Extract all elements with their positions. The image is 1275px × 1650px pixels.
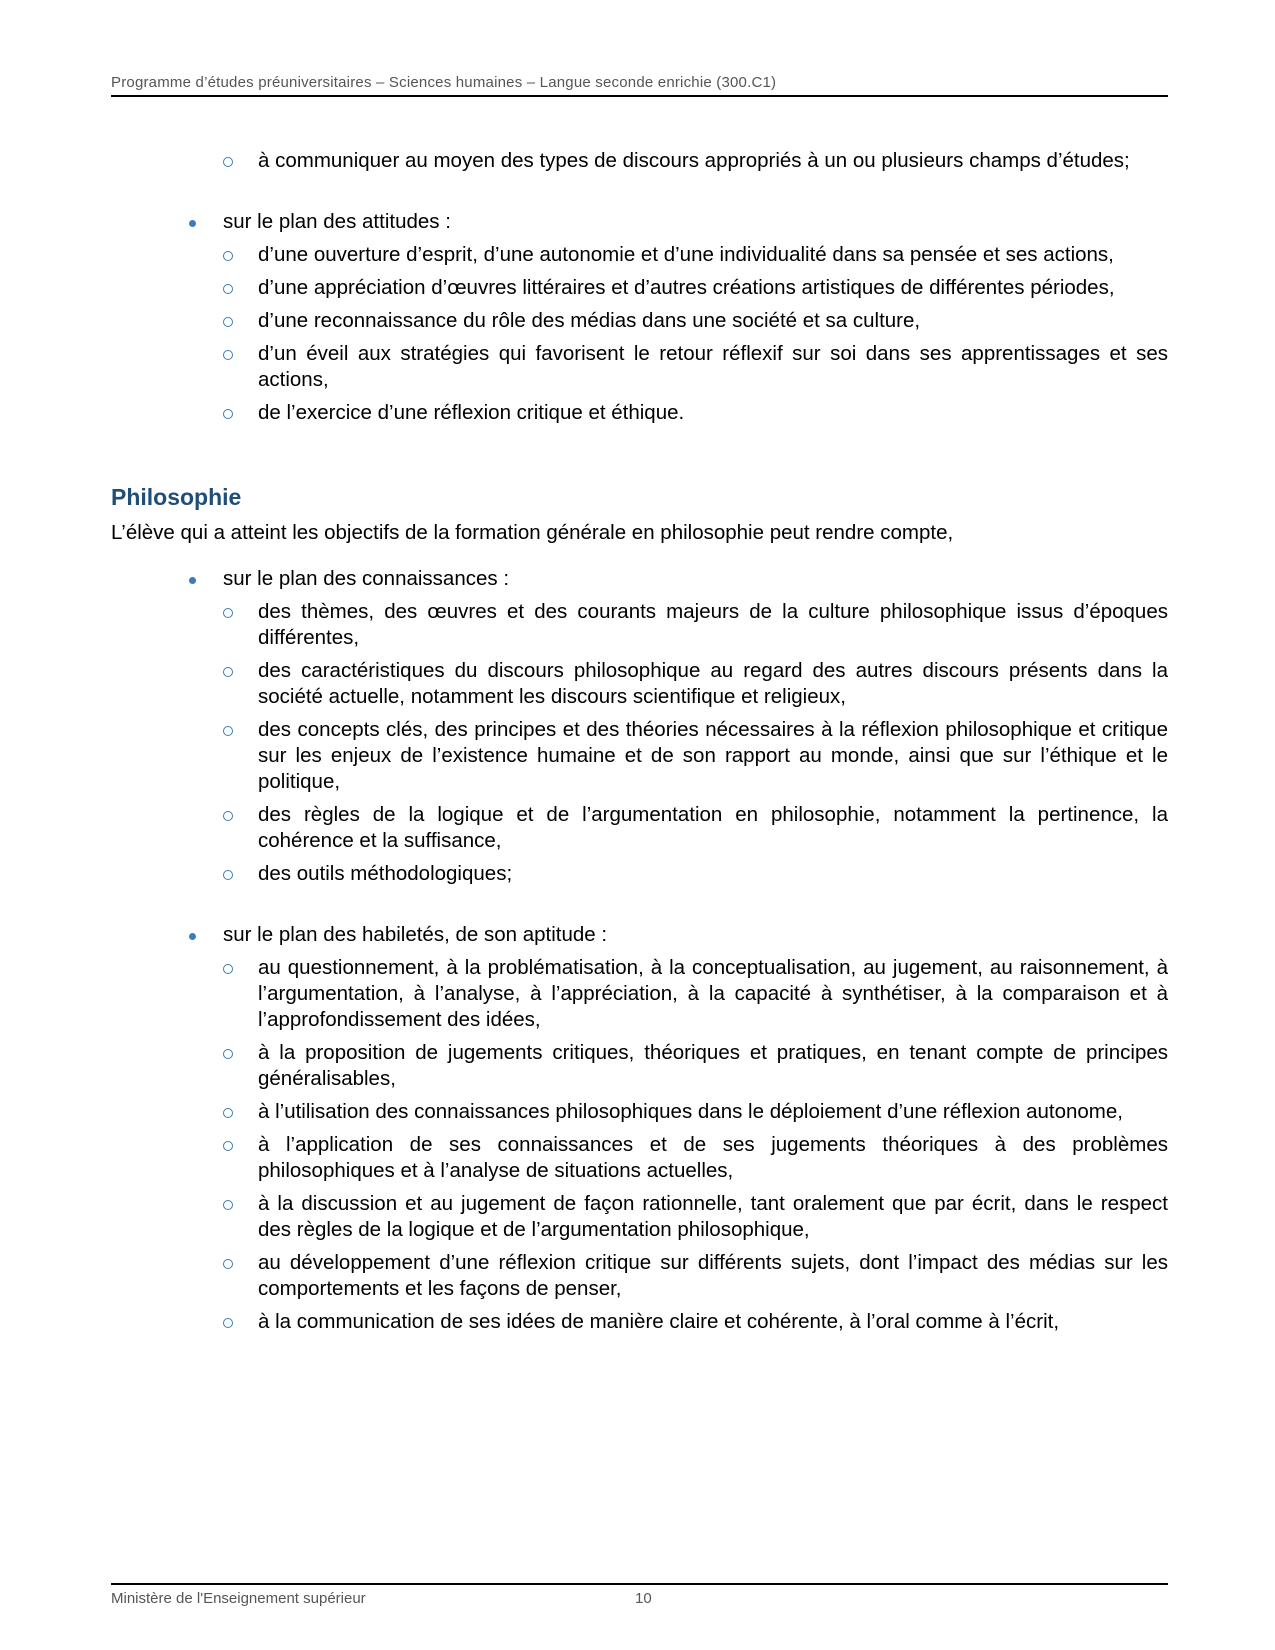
list-item bbox=[223, 1250, 1168, 1302]
connaissances-list bbox=[111, 566, 1168, 887]
habiletes-label: sur le plan des habiletés, de son aptitude : bbox=[223, 923, 608, 946]
hollow-bullet-icon bbox=[223, 1200, 233, 1210]
hollow-bullet-icon bbox=[223, 251, 233, 261]
hollow-bullet-icon bbox=[223, 157, 233, 167]
list-item-text: à l’application de ses connaissances et de ses jugements théoriques à des problèmes philosophiques et à l’analyse de situations actuelles, bbox=[258, 1133, 1168, 1182]
list-item bbox=[223, 1040, 1168, 1092]
list-item bbox=[223, 308, 1168, 334]
list-item bbox=[223, 802, 1168, 854]
list-item-text: à l’utilisation des connaissances philosophiques dans le déploiement d’une réflexion autonome, bbox=[258, 1100, 1123, 1123]
spacer bbox=[111, 894, 1168, 922]
hollow-bullet-icon bbox=[223, 409, 233, 419]
list-item-text: à la discussion et au jugement de façon rationnelle, tant oralement que par écrit, dans le respect des règles de la logique et de l’argumentation philosophique, bbox=[258, 1192, 1168, 1241]
hollow-bullet-icon bbox=[223, 870, 233, 880]
hollow-bullet-icon bbox=[223, 1141, 233, 1151]
list-item bbox=[223, 341, 1168, 393]
attitudes-items bbox=[223, 242, 1168, 426]
habiletes-list bbox=[111, 922, 1168, 1335]
hollow-bullet-icon bbox=[223, 726, 233, 736]
spacer bbox=[111, 181, 1168, 209]
footer-ministry: Ministère de l'Enseignement supérieur bbox=[111, 1590, 366, 1607]
hollow-bullet-icon bbox=[223, 350, 233, 360]
hollow-bullet-icon bbox=[223, 667, 233, 677]
connaissances-items bbox=[223, 599, 1168, 887]
list-item bbox=[223, 1132, 1168, 1184]
list-item-text: de l’exercice d’une réflexion critique et éthique. bbox=[258, 401, 685, 424]
page-number: 10 bbox=[635, 1590, 652, 1607]
list-item-text: des thèmes, des œuvres et des courants majeurs de la culture philosophique issus d’époques différentes, bbox=[258, 600, 1168, 649]
connaissances-group bbox=[111, 566, 1168, 887]
list-item bbox=[223, 242, 1168, 268]
hollow-bullet-icon bbox=[223, 1318, 233, 1328]
hollow-bullet-icon bbox=[223, 1259, 233, 1269]
list-item bbox=[223, 599, 1168, 651]
page-header bbox=[111, 74, 1168, 97]
habiletes-items bbox=[223, 955, 1168, 1335]
list-item bbox=[223, 717, 1168, 795]
hollow-bullet-icon bbox=[223, 1049, 233, 1059]
hollow-bullet-icon bbox=[223, 811, 233, 821]
bullet-icon bbox=[189, 933, 196, 940]
hollow-bullet-icon bbox=[223, 317, 233, 327]
hollow-bullet-icon bbox=[223, 1108, 233, 1118]
list-item-text: d’une ouverture d’esprit, d’une autonomie et d’une individualité dans sa pensée et ses actions, bbox=[258, 243, 1114, 266]
attitudes-group bbox=[111, 209, 1168, 426]
list-item-text: d’un éveil aux stratégies qui favorisent le retour réflexif sur soi dans ses apprentissages et ses actions, bbox=[258, 342, 1168, 391]
habiletes-group bbox=[111, 922, 1168, 1335]
header-title: Programme d’études préuniversitaires – Sciences humaines – Langue seconde enrichie (300.C1) bbox=[111, 74, 777, 91]
list-item-text: des concepts clés, des principes et des théories nécessaires à la réflexion philosophique et critique sur les enjeux de l’existence humaine et de son rapport au monde, ainsi que sur l’éthique et le politique, bbox=[258, 718, 1168, 793]
list-item bbox=[223, 1191, 1168, 1243]
list-item bbox=[223, 861, 1168, 887]
list-item bbox=[223, 1309, 1168, 1335]
list-item bbox=[223, 955, 1168, 1033]
bullet-icon bbox=[189, 577, 196, 584]
page-footer bbox=[111, 1583, 1168, 1607]
attitudes-list bbox=[111, 209, 1168, 426]
list-item-text: au questionnement, à la problématisation, à la conceptualisation, au jugement, au raisonnement, à l’argumentation, à l’analyse, à l’appréciation, à la capacité à synthétiser, à la comparaison et à l’approfondissement des idées, bbox=[258, 956, 1168, 1031]
list-item bbox=[223, 275, 1168, 301]
page-content bbox=[111, 148, 1168, 1342]
list-item-text: d’une appréciation d’œuvres littéraires et d’autres créations artistiques de différentes périodes, bbox=[258, 276, 1115, 299]
list-item-text: à la proposition de jugements critiques, théoriques et pratiques, en tenant compte de principes généralisables, bbox=[258, 1041, 1168, 1090]
continued-list bbox=[111, 148, 1168, 174]
list-item-text: des outils méthodologiques; bbox=[258, 862, 513, 885]
hollow-bullet-icon bbox=[223, 284, 233, 294]
list-item bbox=[223, 1099, 1168, 1125]
list-item-text: à la communication de ses idées de manière claire et cohérente, à l’oral comme à l’écrit, bbox=[258, 1310, 1060, 1333]
attitudes-label: sur le plan des attitudes : bbox=[223, 210, 451, 233]
list-item bbox=[223, 658, 1168, 710]
bullet-icon bbox=[189, 220, 196, 227]
hollow-bullet-icon bbox=[223, 964, 233, 974]
list-item-text: d’une reconnaissance du rôle des médias dans une société et sa culture, bbox=[258, 309, 921, 332]
section-intro: L’élève qui a atteint les objectifs de la formation générale en philosophie peut rendre compte, bbox=[111, 521, 954, 544]
list-item bbox=[223, 148, 1168, 174]
list-item-text: des caractéristiques du discours philosophique au regard des autres discours présents dans la société actuelle, notamment les discours scientifique et religieux, bbox=[258, 659, 1168, 708]
connaissances-label: sur le plan des connaissances : bbox=[223, 567, 510, 590]
list-item bbox=[223, 400, 1168, 426]
list-item-text: au développement d’une réflexion critique sur différents sujets, dont l’impact des médias sur les comportements et les façons de penser, bbox=[258, 1251, 1168, 1300]
list-item-text: des règles de la logique et de l’argumentation en philosophie, notamment la pertinence, la cohérence et la suffisance, bbox=[258, 803, 1168, 852]
hollow-bullet-icon bbox=[223, 608, 233, 618]
section-title: Philosophie bbox=[111, 484, 242, 510]
list-item-text: à communiquer au moyen des types de discours appropriés à un ou plusieurs champs d’études; bbox=[258, 149, 1130, 172]
